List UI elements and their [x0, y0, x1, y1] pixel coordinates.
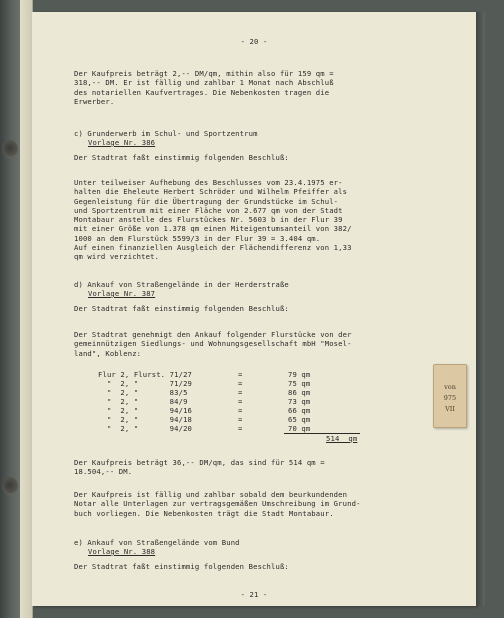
equals-sign: =	[238, 415, 243, 424]
archive-tag-line: VII	[445, 405, 455, 413]
section-e-beschluss: Der Stadtrat faßt einstimmig folgenden Beschluß:	[74, 562, 289, 571]
page-edge-shadow	[476, 12, 485, 606]
archive-tag	[433, 364, 467, 428]
page-number-bottom: - 21 -	[240, 590, 268, 599]
section-d-price: Der Kaufpreis beträgt 36,-- DM/qm, das sind für 514 qm = 18.504,-- DM.	[74, 458, 325, 477]
section-c-vorlage: Vorlage Nr. 386	[88, 138, 156, 147]
section-d-heading: d) Ankauf von Straßengelände in der Herderstraße	[74, 280, 289, 289]
punch-hole	[2, 140, 18, 158]
document-page	[32, 12, 476, 606]
section-d-vorlage: Vorlage Nr. 387	[88, 289, 156, 298]
archive-tag-line: 975	[443, 394, 457, 402]
equals-sign: =	[238, 379, 243, 388]
parcel-row: " 2, " 83/5	[98, 388, 188, 397]
equals-sign: =	[238, 406, 243, 415]
section-c-heading: c) Grunderwerb im Schul- und Sportzentrum	[74, 129, 258, 138]
section-c-text: Unter teilweiser Aufhebung des Beschlusses vom 23.4.1975 er- halten die Eheleute Herbert Schröder und Wilhelm Pfeiffer als Gegenleistung für die Übertragung der Grundstücke im Schul- und Sportzentrum mit einer Fläche von 2.677 qm von der Stadt Montabaur anstelle des Flurstückes Nr. 5603 b in der Flur 39 mit einer Größe von 1.378 qm einen Miteigentumsanteil von 382/ 1000 an dem Flurstück 5599/3 in der Flur 39 = 3.404 qm. Auf einen finanziellen Ausgleich der Flächendifferenz von 1,33 qm wird verzichtet.	[74, 178, 352, 262]
parcel-area: 66 qm	[288, 406, 311, 415]
section-e-vorlage: Vorlage Nr. 388	[88, 547, 156, 556]
parcel-row: " 2, " 94/18	[98, 415, 193, 424]
equals-sign: =	[238, 388, 243, 397]
punch-hole	[2, 477, 18, 495]
parcel-total: 514 qm	[326, 434, 358, 443]
section-d-beschluss: Der Stadtrat faßt einstimmig folgenden Beschluß:	[74, 304, 289, 313]
parcel-area: 73 qm	[288, 397, 311, 406]
section-e-heading: e) Ankauf von Straßengelände vom Bund	[74, 538, 240, 547]
section-d-text: Der Stadtrat genehmigt den Ankauf folgender Flurstücke von der gemeinnützigen Siedlungs- und Wohnungsgesellschaft mbH "Mosel- land", Koblenz:	[74, 330, 352, 358]
parcel-row: " 2, " 84/9	[98, 397, 188, 406]
section-c-beschluss: Der Stadtrat faßt einstimmig folgenden Beschluß:	[74, 153, 289, 162]
parcel-row: " 2, " 71/29	[98, 379, 193, 388]
page-number-top: - 20 -	[240, 37, 268, 46]
binder-edge	[0, 0, 20, 618]
equals-sign: =	[238, 370, 243, 379]
paragraph-intro: Der Kaufpreis beträgt 2,-- DM/qm, mithin also für 159 qm = 318,-- DM. Er ist fällig und zahlbar 1 Monat nach Abschluß des notariellen Kaufvertrages. Die Nebenkosten tragen die Erwerber.	[74, 69, 334, 106]
equals-sign: =	[238, 397, 243, 406]
equals-sign: =	[238, 424, 243, 433]
archive-tag-line: von	[444, 383, 456, 391]
parcel-area: 75 qm	[288, 379, 311, 388]
parcel-area: 65 qm	[288, 415, 311, 424]
parcel-area: 70 qm	[288, 424, 311, 433]
parcel-row: Flur 2, Flurst. 71/27	[98, 370, 193, 379]
section-d-payment: Der Kaufpreis ist fällig und zahlbar sobald dem beurkundenden Notar alle Unterlagen zur vertragsgemäßen Umschreibung im Grund- buch vorliegen. Die Nebenkosten trägt die Stadt Montabaur.	[74, 490, 361, 518]
parcel-row: " 2, " 94/20	[98, 424, 193, 433]
parcel-row: " 2, " 94/16	[98, 406, 193, 415]
parcel-area: 86 qm	[288, 388, 311, 397]
parcel-area: 79 qm	[288, 370, 311, 379]
